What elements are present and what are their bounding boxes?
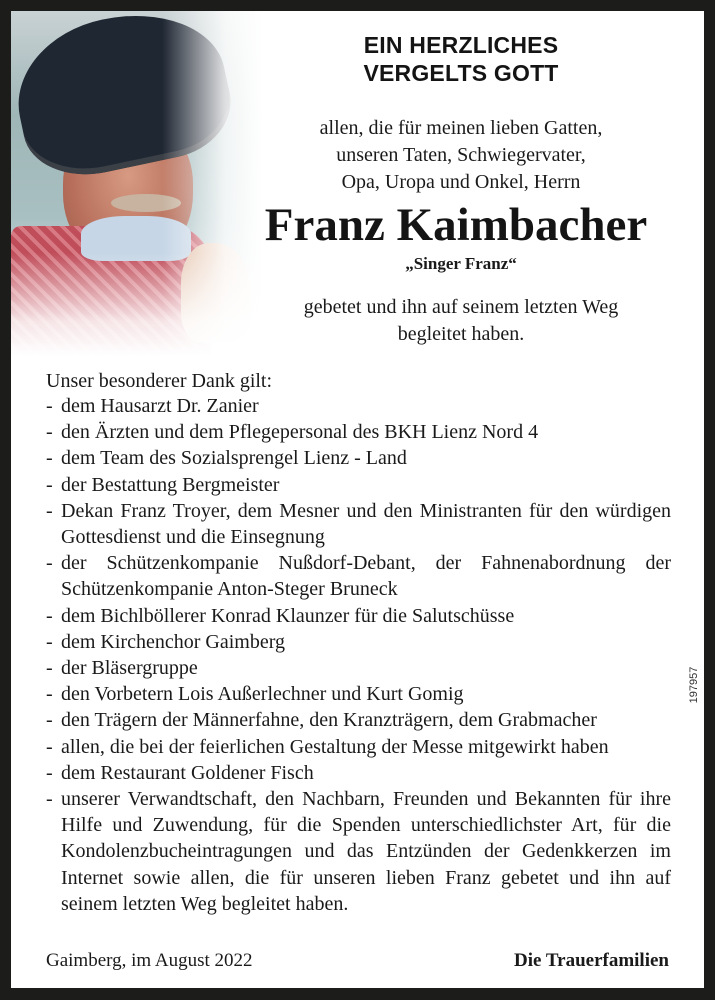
ad-id-number: 197957 (688, 666, 700, 704)
list-item: - der Bläsergruppe (46, 657, 198, 680)
list-item: - der Schützenkompanie Nußdorf-Debant, der Fahnenabordnung der Schützenkompanie Anton-Steger Bruneck (46, 552, 671, 601)
intro-text: allen, die für meinen lieben Gatten, unseren Taten, Schwiegervater, Opa, Uropa und Onkel, Herrn (319, 117, 603, 193)
heading-line-2: VERGELTS GOTT (363, 60, 559, 86)
list-item: - dem Hausarzt Dr. Zanier (46, 395, 259, 417)
list-item: - den Trägern der Männerfahne, den Kranzträgern, dem Grabmacher (46, 709, 597, 732)
intro-text-continued: gebetet und ihn auf seinem letzten Weg begleitet haben. (303, 296, 619, 345)
heading-line-1: EIN HERZLICHES (363, 32, 559, 58)
list-item: - den Vorbetern Lois Außerlechner und Kurt Gomig (46, 683, 464, 706)
list-item: - allen, die bei der feierlichen Gestaltung der Messe mitgewirkt haben (46, 735, 609, 758)
list-item: - dem Team des Sozialsprengel Lienz - Land (46, 447, 407, 470)
list-item: - dem Restaurant Goldener Fisch (46, 761, 314, 784)
signature: Die Trauerfamilien (514, 950, 669, 971)
list-item: - der Bestattung Bergmeister (46, 473, 280, 496)
portrait-photo (11, 11, 263, 356)
list-item: - dem Kirchenchor Gaimberg (46, 630, 285, 653)
deceased-name: Franz Kaimbacher (264, 199, 648, 251)
thanks-title: Unser besonderer Dank gilt: (46, 370, 273, 392)
thanks-list (46, 393, 671, 917)
list-item: - den Ärzten und dem Pflegepersonal des BKH Lienz Nord 4 (46, 421, 539, 444)
nickname: „Singer Franz“ (405, 254, 517, 273)
list-item: - dem Bichlböllerer Konrad Klaunzer für die Salutschüsse (46, 604, 515, 627)
list-item: - unserer Verwandtschaft, den Nachbarn, Freunden und Bekannten für ihre Hilfe und Zuwendung, für die Spenden unterschiedlichster Art, für die Kondolenzbucheintragungen und das Entzünden der Gedenkkerzen im Internet sowie allen, die für unseren lieben Franz gebetet und ihn auf seinem letzten Weg begleitet haben. (46, 788, 671, 915)
obituary-thanks-card (11, 11, 704, 988)
place-and-date: Gaimberg, im August 2022 (46, 950, 253, 971)
heading (261, 31, 661, 87)
list-item: - Dekan Franz Troyer, dem Mesner und den Ministranten für den würdigen Gottesdienst und die Einsegnung (46, 499, 671, 549)
